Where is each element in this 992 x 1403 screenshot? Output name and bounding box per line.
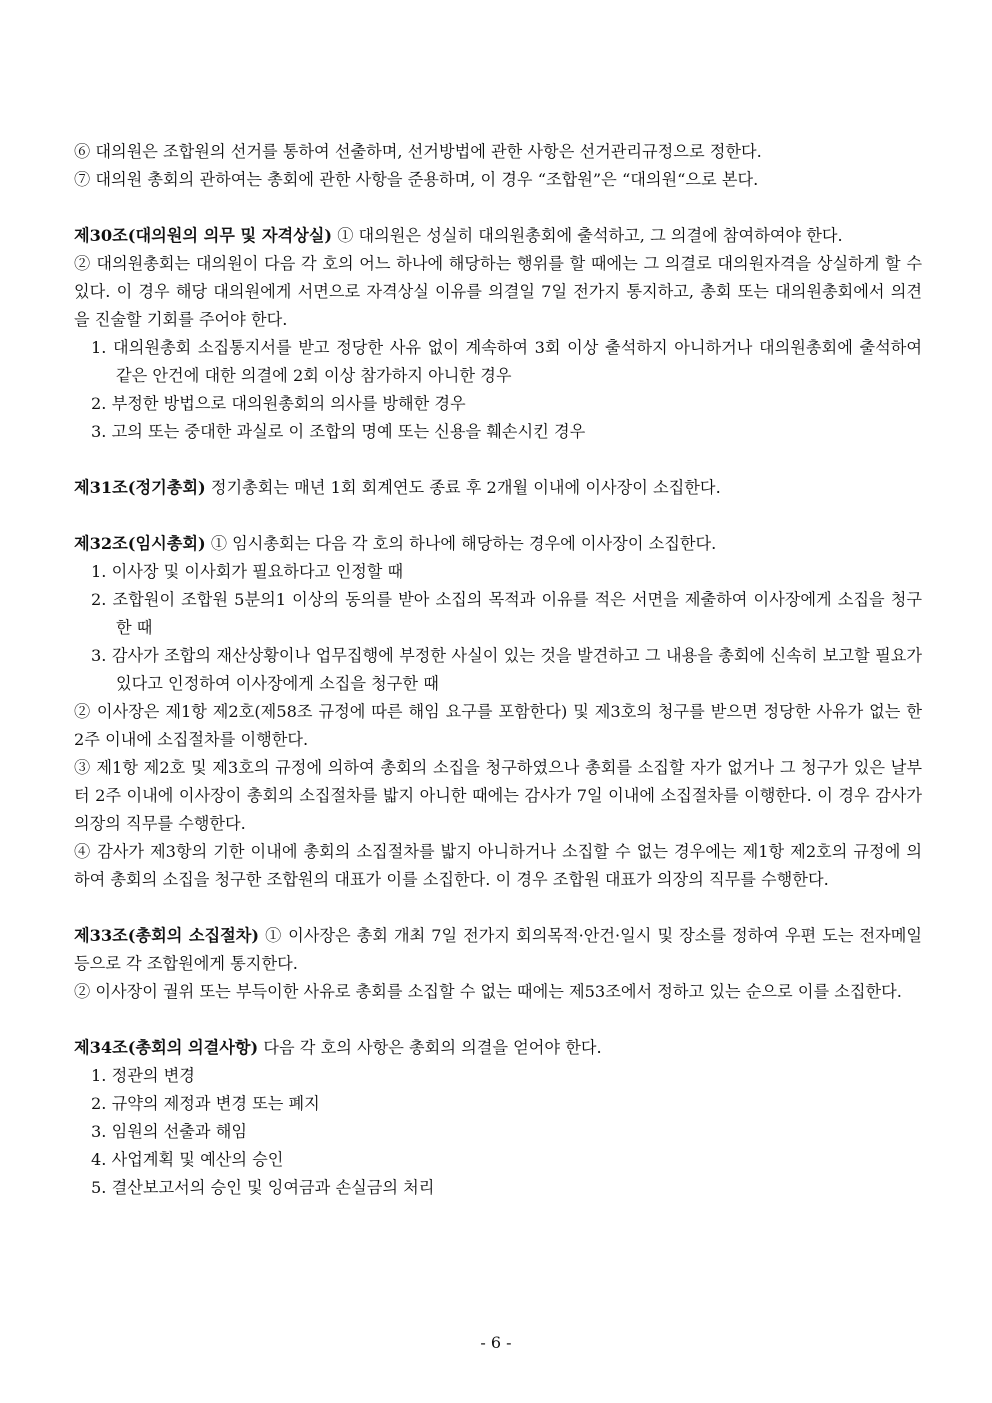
list-item: 3. 임원의 선출과 해임 (91, 1122, 247, 1141)
list-item: 5. 결산보고서의 승인 및 잉여금과 손실금의 처리 (91, 1178, 435, 1197)
article-33-title: 제33조(총회의 소집절차) (74, 926, 260, 945)
article-32-para-2: ② 이사장은 제1항 제2호(제58조 규정에 따른 해임 요구를 포함한다) 및 제3호의 청구를 받으면 정당한 사유가 없는 한 2주 이내에 소집절차를 이행한다. (74, 702, 922, 749)
article-32-para-1: 제32조(임시총회) ① 임시총회는 다음 각 호의 하나에 해당하는 경우에 이사장이 소집한다. (74, 534, 717, 553)
article-31-para-1: 제31조(정기총회) 정기총회는 매년 1회 회계연도 종료 후 2개월 이내에 이사장이 소집한다. (74, 478, 721, 497)
list-item: 2. 부정한 방법으로 대의원총회의 의사를 방해한 경우 (91, 394, 466, 413)
list-item: 1. 정관의 변경 (91, 1066, 195, 1085)
list-item: 2. 규약의 제정과 변경 또는 폐지 (91, 1094, 320, 1113)
article-33-para-1: 제33조(총회의 소집절차) ① 이사장은 총회 개최 7일 전가지 회의목적·안건·일시 및 장소를 정하여 우편 도는 전자메일 등으로 각 조합원에게 통지한다. (74, 926, 923, 973)
article-32-title: 제32조(임시총회) (74, 534, 206, 553)
paragraph-6: ⑥ 대의원은 조합원의 선거를 통하여 선출하며, 선거방법에 관한 사항은 선거관리규정으로 정한다. (74, 142, 762, 161)
document-body (74, 138, 922, 1202)
article-34 (74, 1034, 922, 1202)
article-32 (74, 530, 922, 894)
paragraph-7: ⑦ 대의원 총회의 관하여는 총회에 관한 사항을 준용하며, 이 경우 “조합원”은 “대의원“으로 본다. (74, 170, 759, 189)
article-30-para-2: ② 대의원총회는 대의원이 다음 각 호의 어느 하나에 해당하는 행위를 할 때에는 그 의결로 대의원자격을 상실하게 할 수 있다. 이 경우 해당 대의원에게 서면으로 자격상실 이유를 의결일 7일 전가지 통지하고, 총회 또는 대의원총회에서 의견을 진술할 기회를 주어야 한다. (74, 254, 922, 329)
article-33 (74, 922, 922, 1006)
list-item: 4. 사업계획 및 예산의 승인 (91, 1150, 284, 1169)
article-30 (74, 222, 922, 446)
list-item: 3. 감사가 조합의 재산상황이나 업무집행에 부정한 사실이 있는 것을 발견하고 그 내용을 총회에 신속히 보고할 필요가 있다고 인정하여 이사장에게 소집을 청구한 때 (91, 646, 922, 693)
list-item: 2. 조합원이 조합원 5분의1 이상의 동의를 받아 소집의 목적과 이유를 적은 서면을 제출하여 이사장에게 소집을 청구한 때 (91, 590, 922, 637)
article-33-para-2: ② 이사장이 궐위 또는 부득이한 사유로 총회를 소집할 수 없는 때에는 제53조에서 정하고 있는 순으로 이를 소집한다. (74, 982, 902, 1001)
article-31-title: 제31조(정기총회) (74, 478, 206, 497)
page-number: - 6 - (480, 1333, 512, 1352)
article-32-para-3: ③ 제1항 제2호 및 제3호의 규정에 의하여 총회의 소집을 청구하였으나 총회를 소집할 자가 없거나 그 청구가 있은 날부터 2주 이내에 이사장이 총회의 소집절차를 밟지 아니한 때에는 감사가 7일 이내에 소집절차를 이행한다. 이 경우 감사가 의장의 직무를 수행한다. (74, 758, 922, 833)
article-34-para-1: 제34조(총회의 의결사항) 다음 각 호의 사항은 총회의 의결을 얻어야 한다. (74, 1038, 602, 1057)
article-31 (74, 474, 922, 502)
article-30-title: 제30조(대의원의 의무 및 자격상실) (74, 226, 333, 245)
list-item: 1. 이사장 및 이사회가 필요하다고 인정할 때 (91, 562, 404, 581)
article-30-para-1: 제30조(대의원의 의무 및 자격상실) ① 대의원은 성실히 대의원총회에 출석하고, 그 의결에 참여하여야 한다. (74, 226, 843, 245)
list-item: 3. 고의 또는 중대한 과실로 이 조합의 명예 또는 신용을 훼손시킨 경우 (91, 422, 586, 441)
list-item: 1. 대의원총회 소집통지서를 받고 정당한 사유 없이 계속하여 3회 이상 출석하지 아니하거나 대의원총회에 출석하여 같은 안건에 대한 의결에 2회 이상 참가하지 아니한 경우 (91, 338, 922, 385)
article-34-title: 제34조(총회의 의결사항) (74, 1038, 259, 1057)
article-32-para-4: ④ 감사가 제3항의 기한 이내에 총회의 소집절차를 밟지 아니하거나 소집할 수 없는 경우에는 제1항 제2호의 규정에 의하여 총회의 소집을 청구한 조합원의 대표가 이를 소집한다. 이 경우 조합원 대표가 의장의 직무를 수행한다. (74, 842, 922, 889)
